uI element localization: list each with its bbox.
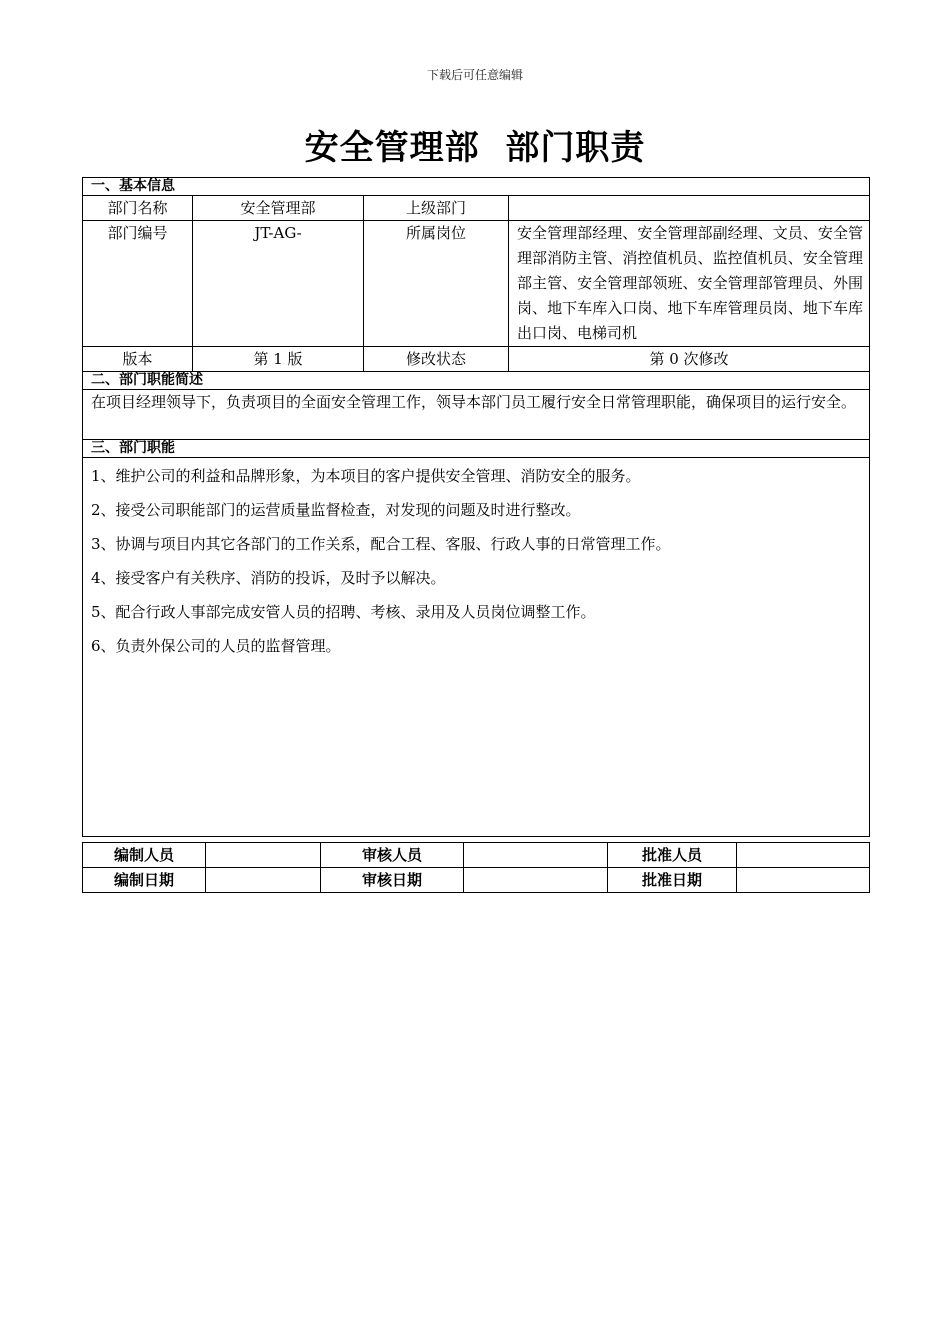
approved-date-field[interactable]	[737, 868, 870, 893]
posts-label: 所属岗位	[364, 221, 509, 347]
reviewed-date-field[interactable]	[464, 868, 608, 893]
dept-name-label: 部门名称	[83, 196, 193, 221]
header-note: 下载后可任意编辑	[426, 68, 523, 82]
revision-label: 修改状态	[364, 347, 509, 372]
function-item: 3、协调与项目内其它各部门的工作关系，配合工程、客服、行政人事的日常管理工作。	[91, 535, 671, 553]
dept-name-value: 安全管理部	[193, 196, 364, 221]
section-functions-heading: 三、部门职能	[83, 440, 870, 458]
function-item: 2、接受公司职能部门的运营质量监督检查，对发现的问题及时进行整改。	[91, 501, 581, 519]
reviewed-by-label: 审核人员	[321, 843, 464, 868]
functions-list	[83, 458, 870, 837]
summary-text: 在项目经理领导下，负责项目的全面安全管理工作，领导本部门员工履行安全日常管理职能，确保项目的运行安全。	[83, 390, 870, 440]
page-title: 安全管理部 部门职责	[304, 128, 646, 168]
prepared-date-label: 编制日期	[83, 868, 206, 893]
reviewed-by-field[interactable]	[464, 843, 608, 868]
function-item: 5、配合行政人事部完成安管人员的招聘、考核、录用及人员岗位调整工作。	[91, 603, 596, 621]
revision-value: 第 0 次修改	[509, 347, 870, 372]
reviewed-date-label: 审核日期	[321, 868, 464, 893]
approved-by-field[interactable]	[737, 843, 870, 868]
parent-dept-label: 上级部门	[364, 196, 509, 221]
function-item: 1、维护公司的利益和品牌形象，为本项目的客户提供安全管理、消防安全的服务。	[91, 467, 641, 485]
approved-by-label: 批准人员	[608, 843, 737, 868]
responsibility-table	[82, 177, 870, 837]
posts-value: 安全管理部经理、安全管理部副经理、文员、安全管理部消防主管、消控值机员、监控值机员、安全管理部主管、安全管理部领班、安全管理部管理员、外围岗、地下车库入口岗、地下车库管理员岗、地下车库出口岗、电梯司机	[509, 221, 870, 347]
section-summary-heading: 二、部门职能简述	[83, 372, 870, 390]
approved-date-label: 批准日期	[608, 868, 737, 893]
dept-code-label: 部门编号	[83, 221, 193, 347]
dept-code-value: JT-AG-	[193, 221, 364, 347]
function-item: 6、负责外保公司的人员的监督管理。	[91, 637, 341, 655]
prepared-by-label: 编制人员	[83, 843, 206, 868]
prepared-by-field[interactable]	[206, 843, 321, 868]
signoff-table	[82, 842, 870, 893]
function-item: 4、接受客户有关秩序、消防的投诉，及时予以解决。	[91, 569, 446, 587]
version-label: 版本	[83, 347, 193, 372]
version-value: 第 1 版	[193, 347, 364, 372]
section-basic-info-heading: 一、基本信息	[83, 178, 870, 196]
parent-dept-value	[509, 196, 870, 221]
prepared-date-field[interactable]	[206, 868, 321, 893]
